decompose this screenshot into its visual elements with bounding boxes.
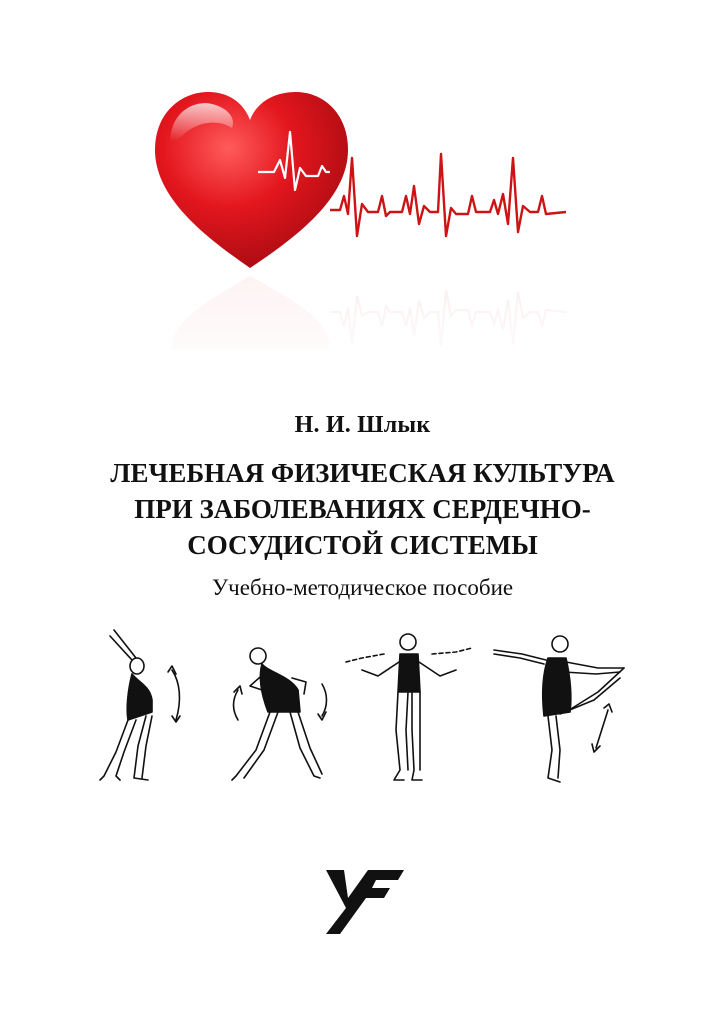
publisher-logo-icon	[322, 868, 408, 938]
figure-leg-raise-stretch-icon	[494, 636, 624, 782]
ecg-line	[330, 154, 566, 236]
heart-ecg-illustration	[0, 0, 725, 380]
heart-icon	[155, 92, 348, 268]
figure-side-bend-icon	[232, 648, 327, 780]
figure-arm-raise-stretch-icon	[100, 630, 180, 780]
exercise-figures	[0, 620, 725, 800]
author-name: Н. И. Шлык	[294, 412, 431, 438]
title-line: ПРИ ЗАБОЛЕВАНИЯХ СЕРДЕЧНО-	[134, 494, 591, 524]
book-subtitle: Учебно-методическое пособие	[211, 575, 514, 600]
title-line: ЛЕЧЕБНАЯ ФИЗИЧЕСКАЯ КУЛЬТУРА	[110, 458, 615, 488]
figure-arm-circles-icon	[346, 634, 472, 780]
title-line: СОСУДИСТОЙ СИСТЕМЫ	[187, 530, 538, 560]
book-title	[0, 455, 725, 563]
